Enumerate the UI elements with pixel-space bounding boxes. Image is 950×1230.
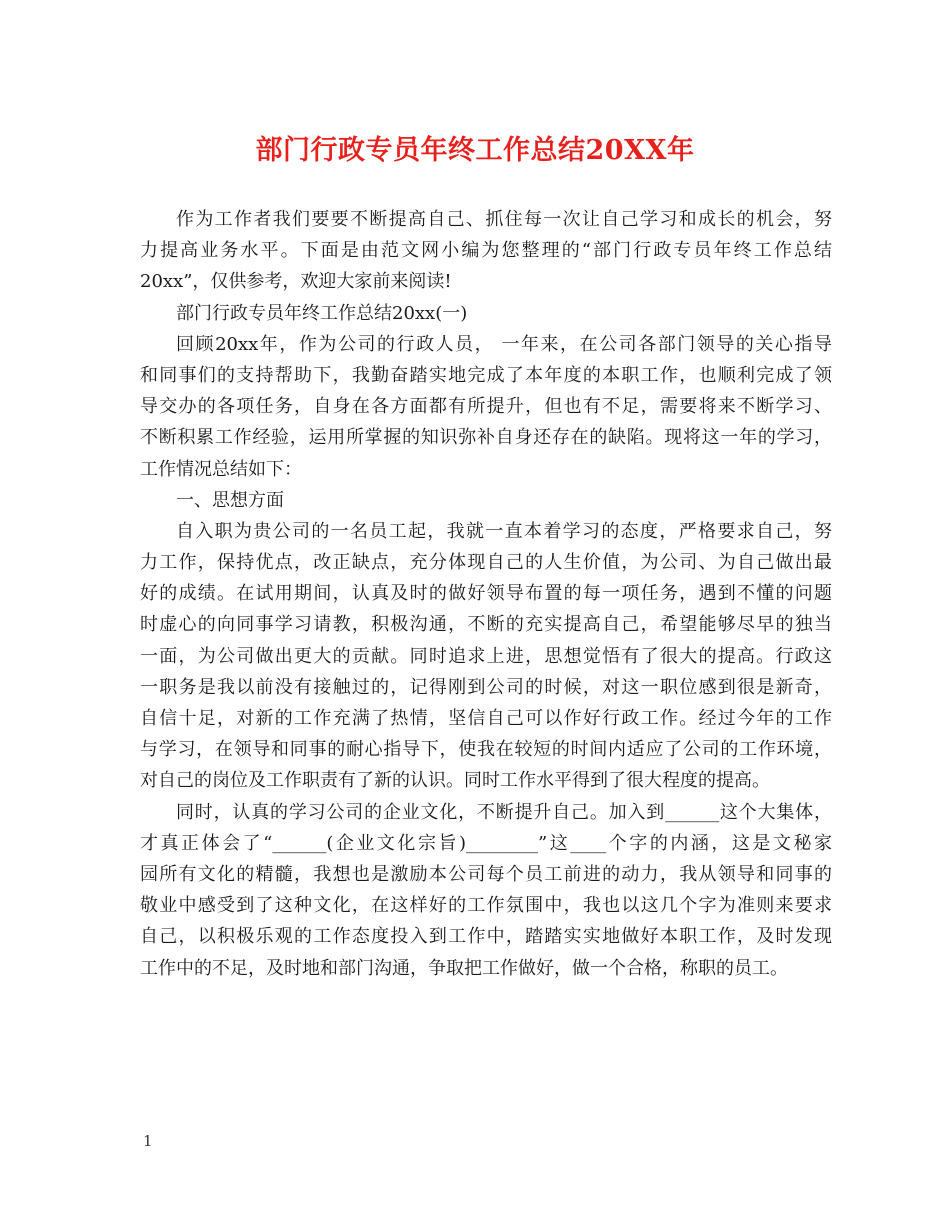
body-line: 同时，认真的学习公司的企业文化，不断提升自己。加入到______这个大集体， <box>176 801 832 823</box>
body-line: 回顾20xx年，作为公司的行政人员， 一年来，在公司各部门领导的关心指导 <box>176 333 832 355</box>
body-line: 工作情况总结如下： <box>140 458 302 480</box>
document-title: 部门行政专员年终工作总结20XX年 <box>255 135 695 166</box>
body-line: 工作中的不足，及时地和部门沟通，争取把工作做好，做一个合格，称职的员工。 <box>140 957 788 979</box>
section-heading: 一、思想方面 <box>176 489 284 511</box>
body-line: 和同事们的支持帮助下，我勤奋踏实地完成了本年度的本职工作，也顺利完成了领 <box>140 364 832 386</box>
body-line: 对自己的岗位及工作职责有了新的认识。同时工作水平得到了很大程度的提高。 <box>140 770 770 792</box>
page-number: 1 <box>143 1132 153 1150</box>
body-line: 自信十足，对新的工作充满了热情，坚信自己可以作好行政工作。经过今年的工作 <box>140 708 832 729</box>
body-line: 不断积累工作经验，运用所掌握的知识弥补自身还存在的缺陷。现将这一年的学习， <box>140 427 832 449</box>
body-line: 一职务是我以前没有接触过的，记得刚到公司的时候，对这一职位感到很是新奇， <box>140 676 832 698</box>
document-body <box>140 204 832 984</box>
body-line: 作为工作者我们要要不断提高自己、抓住每一次让自己学习和成长的机会，努 <box>176 209 832 230</box>
body-line: 一面，为公司做出更大的贡献。同时追求上进，思想觉悟有了很大的提高。行政这 <box>140 645 832 667</box>
body-line: 好的成绩。在试用期间，认真及时的做好领导布置的每一项任务，遇到不懂的问题 <box>140 583 832 605</box>
body-line: 自己，以积极乐观的工作态度投入到工作中，踏踏实实地做好本职工作，及时发现 <box>140 926 832 948</box>
body-line: 力工作，保持优点，改正缺点，充分体现自己的人生价值，为公司、为自己做出最 <box>140 552 832 574</box>
body-line: 园所有文化的精髓，我想也是激励本公司每个员工前进的动力，我从领导和同事的 <box>140 863 832 885</box>
body-line: 自入职为贵公司的一名员工起，我就一直本着学习的态度，严格要求自己，努 <box>176 520 832 542</box>
body-line: 力提高业务水平。下面是由范文网小编为您整理的“部门行政专员年终工作总结 <box>140 240 832 262</box>
body-line: 时虚心的向同事学习请教，积极沟通，不断的充实提高自己，希望能够尽早的独当 <box>140 614 832 636</box>
body-line: 敬业中感受到了这种文化，在这样好的工作氛围中，我也以这几个字为准则来要求 <box>140 895 832 917</box>
body-line: 才真正体会了“______(企业文化宗旨)________”这____个字的内涵，这是文秘家 <box>140 832 832 854</box>
body-line: 导交办的各项任务，自身在各方面都有所提升，但也有不足，需要将来不断学习、 <box>140 396 832 418</box>
body-line: 20xx”，仅供参考，欢迎大家前来阅读! <box>140 271 452 293</box>
body-line: 与学习，在领导和同事的耐心指导下，使我在较短的时间内适应了公司的工作环境， <box>140 739 832 761</box>
section-heading: 部门行政专员年终工作总结20xx(一) <box>176 302 468 324</box>
